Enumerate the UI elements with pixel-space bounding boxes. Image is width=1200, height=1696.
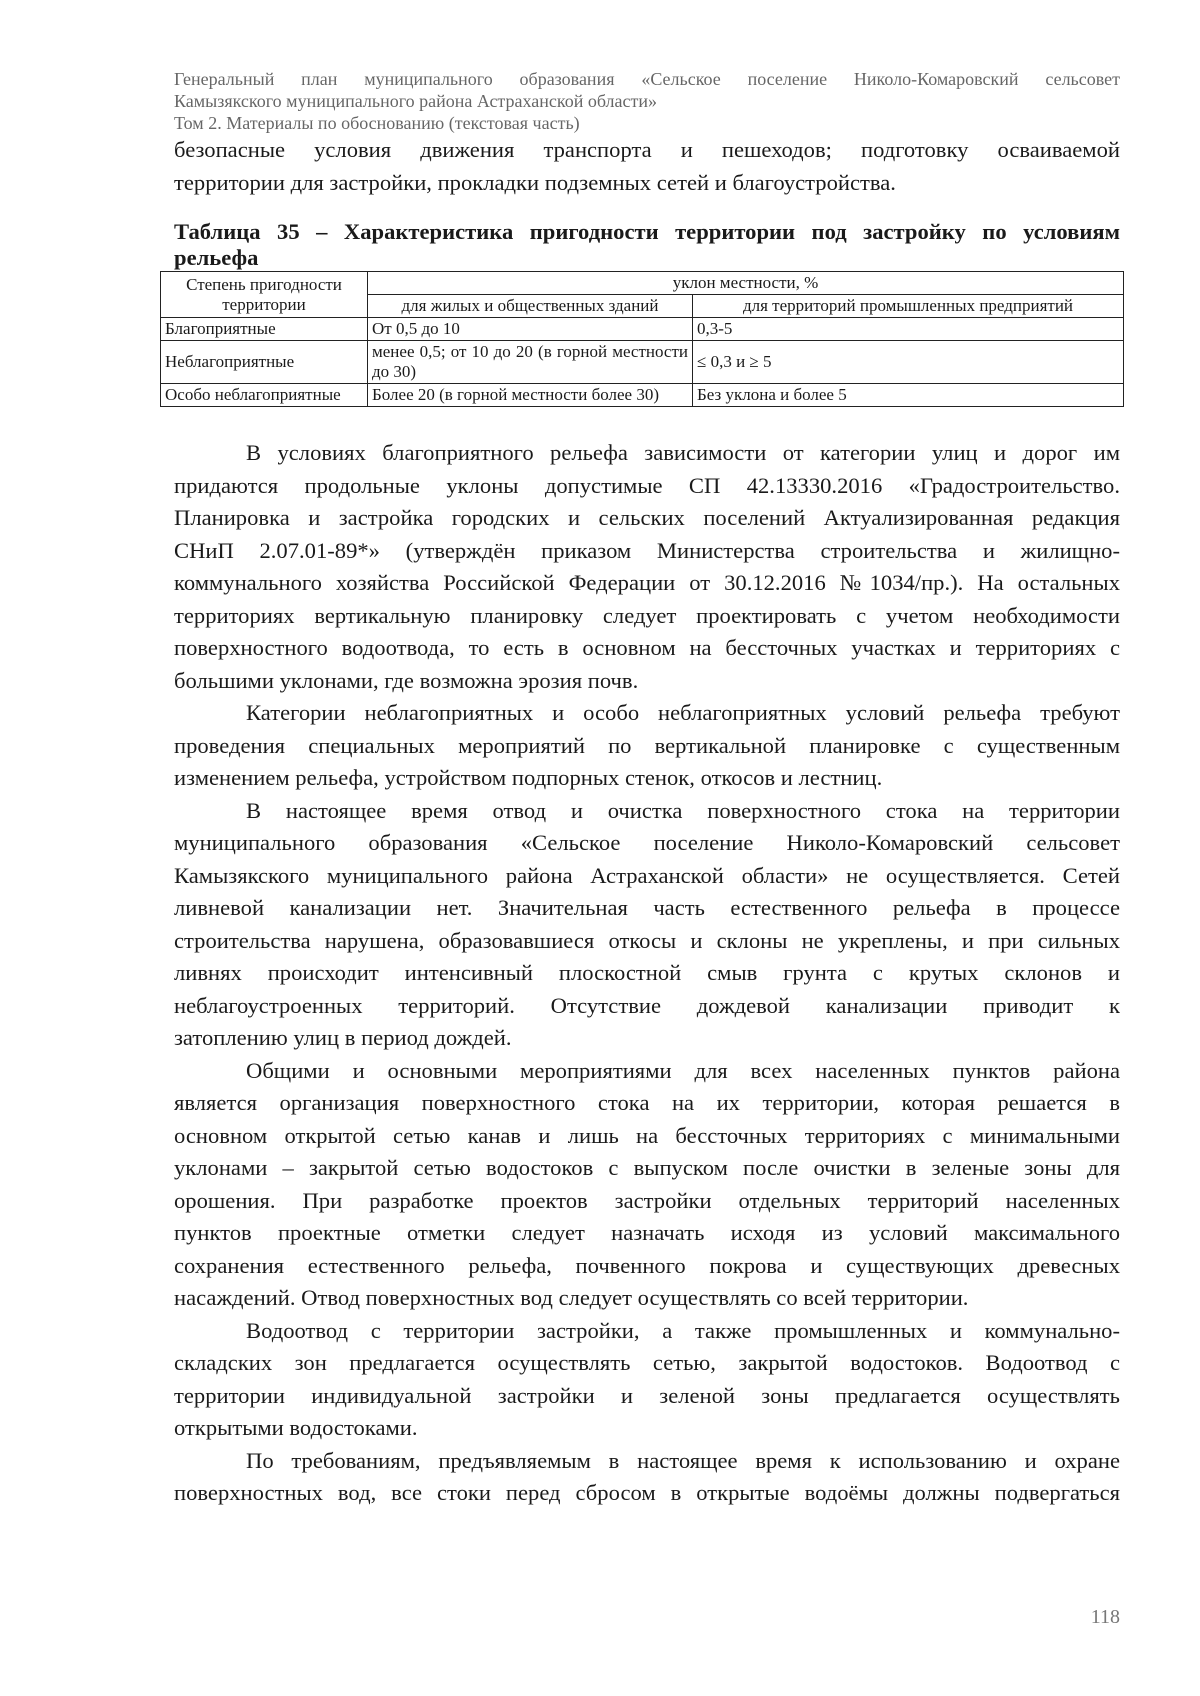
text-line: уклонами – закрытой сетью водостоков с выпуском после очистки в зеленые зоны для [174,1155,1120,1180]
text-line: ливнях происходит интенсивный плоскостной смыв грунта с крутых склонов и [174,960,1120,985]
header-residential: для жилых и общественных зданий [368,295,693,318]
text-line: является организация поверхностного стока на их территории, которая решается в [174,1090,1120,1115]
intro-paragraph [174,134,1120,199]
text-line: Общими и основными мероприятиями для всех населенных пунктов района [246,1057,1120,1083]
cell-degree: Неблагоприятные [161,341,368,384]
text-line: большими уклонами, где возможна эрозия почв. [174,667,639,693]
table-caption [174,219,1120,271]
text-line: Водоотвод с территории застройки, а также промышленных и коммунально- [246,1317,1120,1343]
page-header [174,68,1120,134]
cell-residential: менее 0,5; от 10 до 20 (в горной местности до 30) [368,341,693,384]
text-line: безопасные условия движения транспорта и пешеходов; подготовку осваиваемой [174,137,1120,162]
text-line: неблагоустроенных территорий. Отсутствие дождевой канализации приводит к [174,992,1120,1018]
text-line: Категории неблагоприятных и особо неблагоприятных условий рельефа требуют [246,700,1120,725]
text-line: проведения специальных мероприятий по вертикальной планировке с существенным [174,732,1120,758]
header-line: Камызякского муниципального района Астраханской области» [174,91,658,111]
paragraph [174,697,1120,795]
table-row [161,318,1124,341]
text-line: затоплению улиц в период дождей. [174,1025,512,1050]
text-line: складских зон предлагается осуществлять сетью, закрытой водостоков. Водоотвод с [174,1350,1120,1375]
text-line: придаются продольные уклоны допустимые СП 42.13330.2016 «Градостроительство. [174,472,1120,498]
document-page [165,68,1120,1510]
header-line: Том 2. Материалы по обоснованию (текстовая часть) [174,113,580,133]
text-line: поверхностных вод, все стоки перед сбросом в открытые водоёмы должны подвергаться [174,1480,1120,1505]
text-line: орошения. При разработке проектов застройки отдельных территорий населенных [174,1187,1120,1213]
text-line: открытыми водостоками. [174,1415,418,1440]
text-line: СНиП 2.07.01-89*» (утверждён приказом Министерства строительства и жилищно- [174,537,1120,563]
text-line: Планировка и застройка городских и сельских поселений Актуализированная редакция [174,505,1120,530]
text-line: пунктов проектные отметки следует назначать исходя из условий максимального [174,1220,1120,1245]
cell-degree: Благоприятные [161,318,368,341]
cell-residential: Более 20 (в горной местности более 30) [368,384,693,407]
header-line: Генеральный план муниципального образования «Сельское поселение Николо-Комаровский сельсовет [174,69,1120,89]
cell-residential: От 0,5 до 10 [368,318,693,341]
header-degree: Степень пригодности территории [161,272,368,318]
text-line: насаждений. Отвод поверхностных вод следует осуществлять со всей территории. [174,1285,969,1310]
paragraph [174,1315,1120,1445]
text-line: сохранения естественного рельефа, почвенного покрова и существующих древесных [174,1252,1120,1278]
text-line: В настоящее время отвод и очистка поверхностного стока на территории [246,797,1120,823]
table-row [161,341,1124,384]
cell-industrial: 0,3-5 [693,318,1124,341]
paragraph [174,1445,1120,1510]
table-row [161,384,1124,407]
paragraph [174,1055,1120,1315]
text-line: ливневой канализации нет. Значительная часть естественного рельефа в процессе [174,895,1120,920]
text-line: В условиях благоприятного рельефа зависимости от категории улиц и дорог им [246,440,1120,465]
page-number: 118 [1090,1606,1120,1628]
text-line: поверхностного водоотвода, то есть в основном на бессточных участках и территориях с [174,635,1120,660]
cell-industrial: ≤ 0,3 и ≥ 5 [693,341,1124,384]
caption-line: Таблица 35 – Характеристика пригодности территории под застройку по условиям [174,219,1120,244]
cell-industrial: Без уклона и более 5 [693,384,1124,407]
slope-suitability-table [160,271,1124,407]
caption-line: рельефа [174,245,259,270]
cell-degree: Особо неблагоприятные [161,384,368,407]
header-industrial: для территорий промышленных предприятий [693,295,1124,318]
text-line: Камызякского муниципального района Астраханской области» не осуществляется. Сетей [174,862,1120,888]
header-slope-group: уклон местности, % [368,272,1124,295]
text-line: изменением рельефа, устройством подпорных стенок, откосов и лестниц. [174,765,883,790]
text-line: муниципального образования «Сельское поселение Николо-Комаровский сельсовет [174,830,1120,855]
text-line: коммунального хозяйства Российской Федерации от 30.12.2016 №1034/пр.). На остальных [174,570,1120,595]
text-line: территориях вертикальную планировку следует проектировать с учетом необходимости [174,602,1120,628]
text-line: основном открытой сетью канав и лишь на бессточных территориях с минимальными [174,1122,1120,1148]
text-line: По требованиям, предъявляемым в настоящее время к использованию и охране [246,1447,1120,1473]
text-line: территории индивидуальной застройки и зеленой зоны предлагается осуществлять [174,1382,1120,1408]
text-line: строительства нарушена, образовавшиеся откосы и склоны не укреплены, и при сильных [174,927,1120,953]
paragraph [174,437,1120,697]
paragraph [174,795,1120,1055]
text-line: территории для застройки, прокладки подземных сетей и благоустройства. [174,169,896,195]
